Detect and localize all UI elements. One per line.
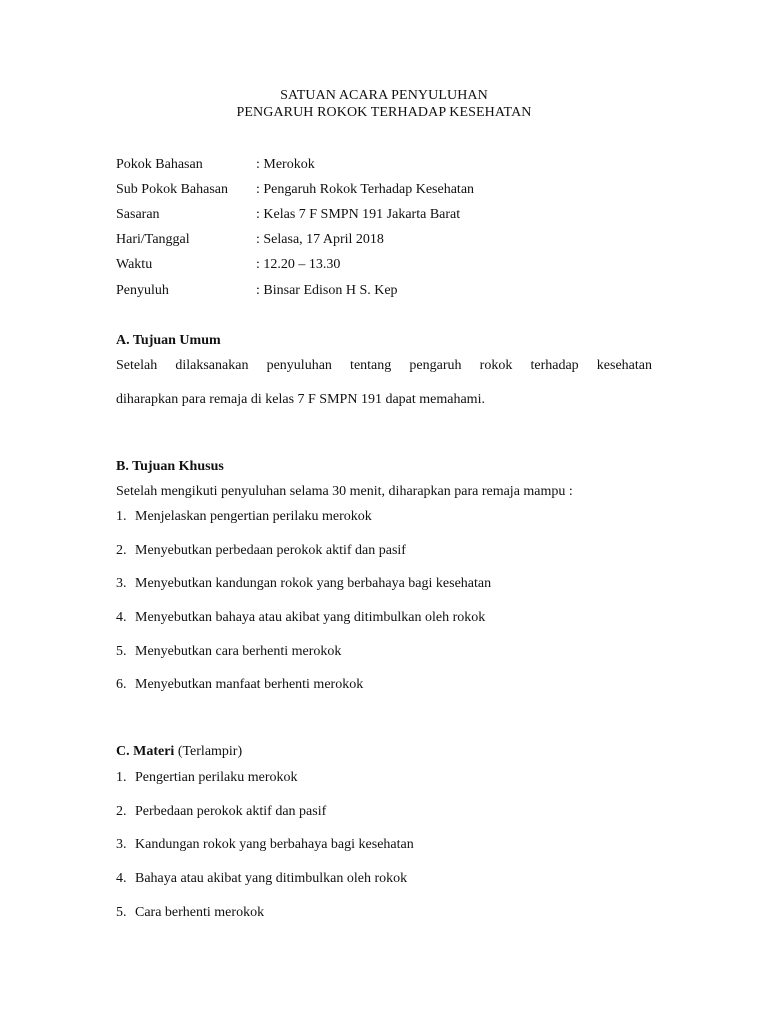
document-title: SATUAN ACARA PENYULUHAN (280, 88, 488, 103)
meta-label-sub-pokok-bahasan: Sub Pokok Bahasan (116, 182, 228, 197)
document-subtitle: PENGARUH ROKOK TERHADAP KESEHATAN (236, 105, 532, 120)
section-a-text-line2: diharapkan para remaja di kelas 7 F SMPN 191 dapat memahami. (116, 392, 485, 407)
meta-label-penyuluh: Penyuluh (116, 283, 169, 298)
list-item: 6. Menyebutkan manfaat berhenti merokok (116, 677, 364, 692)
meta-label-pokok-bahasan: Pokok Bahasan (116, 157, 203, 172)
list-item: 3. Kandungan rokok yang berbahaya bagi kesehatan (116, 837, 414, 852)
meta-value-pokok-bahasan: : Merokok (256, 157, 315, 172)
meta-value-penyuluh: : Binsar Edison H S. Kep (256, 283, 398, 298)
list-item: 3. Menyebutkan kandungan rokok yang berbahaya bagi kesehatan (116, 576, 492, 591)
section-c-heading-note: (Terlampir) (177, 744, 243, 759)
list-item: 5. Cara berhenti merokok (116, 905, 265, 920)
list-item: 2. Perbedaan perokok aktif dan pasif (116, 804, 327, 819)
meta-label-sasaran: Sasaran (116, 207, 160, 222)
list-item: 1. Pengertian perilaku merokok (116, 770, 298, 785)
section-b-heading: B. Tujuan Khusus (116, 459, 224, 474)
meta-value-sub-pokok-bahasan: : Pengaruh Rokok Terhadap Kesehatan (256, 182, 475, 197)
meta-label-waktu: Waktu (116, 257, 153, 272)
section-b-intro: Setelah mengikuti penyuluhan selama 30 menit, diharapkan para remaja mampu : (116, 484, 573, 499)
list-item: 1. Menjelaskan pengertian perilaku merokok (116, 509, 372, 524)
section-a-heading: A. Tujuan Umum (116, 333, 221, 348)
meta-label-hari-tanggal: Hari/Tanggal (116, 232, 190, 247)
meta-value-waktu: : 12.20 – 13.30 (256, 257, 341, 272)
meta-value-sasaran: : Kelas 7 F SMPN 191 Jakarta Barat (256, 207, 461, 222)
meta-value-hari-tanggal: : Selasa, 17 April 2018 (256, 232, 384, 247)
section-c-heading: C. Materi (Terlampir) (116, 744, 243, 759)
list-item: 5. Menyebutkan cara berhenti merokok (116, 644, 342, 659)
list-item: 4. Bahaya atau akibat yang ditimbulkan oleh rokok (116, 871, 408, 886)
list-item: 4. Menyebutkan bahaya atau akibat yang ditimbulkan oleh rokok (116, 610, 486, 625)
section-a-text-line1: Setelah dilaksanakan penyuluhan tentang pengaruh rokok terhadap kesehatan (116, 358, 652, 373)
list-item: 2. Menyebutkan perbedaan perokok aktif dan pasif (116, 543, 406, 558)
